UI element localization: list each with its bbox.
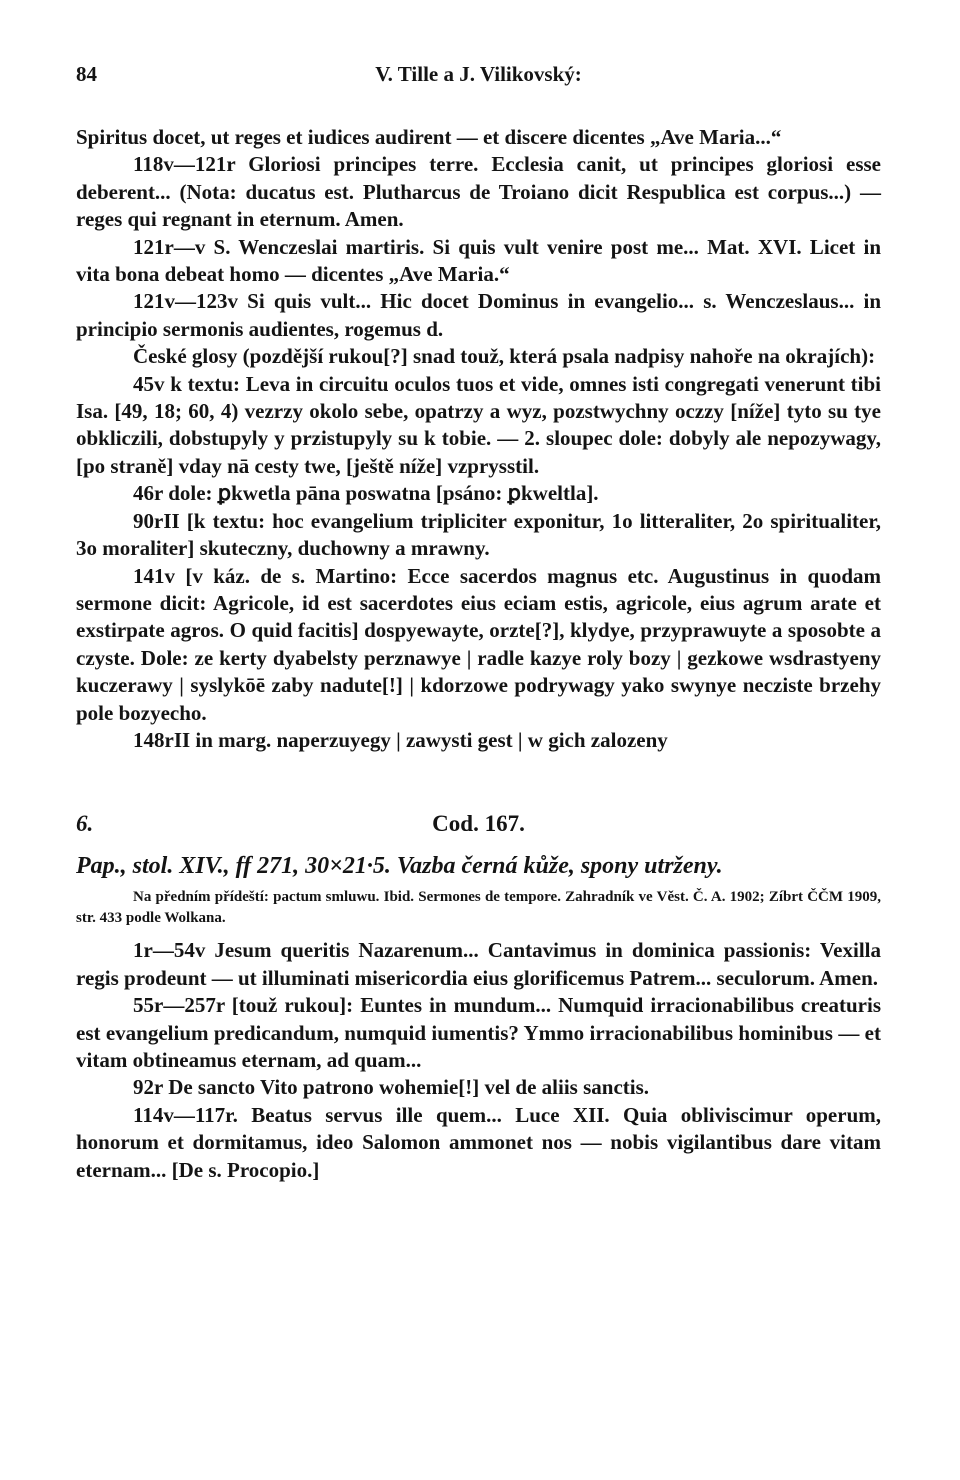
body-text-top (76, 124, 881, 754)
paragraph: 90rII [k textu: hoc evangelium tripliciter exponitur, 1o litteraliter, 2o spiritualiter, 3o moraliter] skuteczny, duchowny a mrawny. (76, 508, 881, 561)
paragraph: Spiritus docet, ut reges et iudices audirent — et discere dicentes „Ave Maria...“ (76, 125, 782, 149)
paragraph: 148rII in marg. naperzuyegy | zawysti gest | w gich zalozeny (133, 727, 668, 752)
running-title: V. Tille a J. Vilikovský: (375, 62, 582, 86)
body-text-bottom (76, 937, 881, 1184)
paragraph: 121v—123v Si quis vult... Hic docet Dominus in evangelio... s. Wenczeslaus... in principio sermonis audientes, rogemus d. (76, 289, 881, 341)
section-number: 6. (76, 811, 94, 837)
paragraph: 55r—257r [touž rukou]: Euntes in mundum... Numquid irracionabilibus creaturis est evangelium predicandum, numquid iumentis? Ymmo irracionabilibus hominibus — et vitam obtineamus eternam, ad quam... (76, 993, 881, 1072)
paragraph: 114v—117r. Beatus servus ille quem... Luce XII. Quia obliviscimur operum, honorum et dormitamus, ideo Salomon ammonet nos — nobis vigilantibus dare vitam eternam... [De s. Procopio.] (76, 1102, 881, 1182)
paragraph: 141v [v káz. de s. Martino: Ecce sacerdos magnus etc. Augustinus in quodam sermone dicit: Agricole, id est sacerdotes eius eciam estis, agricole, eius agrum arate et exstirpate agros. O quid facitis] dospyewayte, orzte[?], klydye, przyprawuyte a sposobte a czyste. Dole: ze kerty dyabelsty perznawye | radle kazye roly bozy | gezkowe wsdrastyeny kuczerawy | syslykōē zaby nadute[!] | kdorzowe podrywagy yako swynye necziste brzehy pole bozyecho. (76, 563, 881, 725)
paragraph: 1r—54v Jesum queritis Nazarenum... Cantavimus in dominica passionis: Vexilla regis prodeunt — ut illuminati misericordia eius glorificemus Patrem... seculorum. Amen. (76, 938, 881, 990)
document-page (76, 62, 881, 1184)
paragraph: 45v k textu: Leva in circuitu oculos tuos et vide, omnes isti congregati venerunt tibi Isa. [49, 18; 60, 4) vezrzy okolo sebe, opatrzy a wyz, pozstwychny oczzy [níže] tyto su tye obkliczili, dobstupyly y przistupyly su k tobie. — 2. sloupec dole: dobyly ale nepozywagy, [po straně] vday nā cesty twe, [ještě níže] vzprysstil. (76, 371, 881, 478)
paragraph: 92r De sancto Vito patrono wohemie[!] vel de aliis sanctis. (133, 1075, 650, 1100)
paragraph: 121r—v S. Wenczeslai martiris. Si quis vult venire post me... Mat. XVI. Licet in vita bona debeat homo — dicentes „Ave Maria.“ (76, 234, 881, 287)
paragraph: 46r dole: ꝑkwetla pāna poswatna [psáno: ꝑkweltla]. (133, 481, 599, 506)
section-heading (76, 811, 881, 851)
codex-description: Pap., stol. XIV., ff 271, 30×21·5. Vazba černá kůže, spony utrženy. (76, 853, 723, 880)
bibliographic-note: Na předním přídeští: pactum smluwu. Ibid. Sermones de tempore. Zahradník ve Věst. Č. A. 1902; Zíbrt ČČM 1909, str. 433 podle Wolkana. (76, 889, 881, 927)
section-title: Cod. 167. (432, 811, 525, 837)
page-number: 84 (76, 62, 97, 86)
paragraph: České glosy (pozdější rukou[?] snad touž, která psala nadpisy nahoře na okrajích): (133, 344, 876, 369)
page-header (76, 62, 881, 102)
paragraph: 118v—121r Gloriosi principes terre. Ecclesia canit, ut principes gloriosi esse deberent... (Nota: ducatus est. Plutharcus de Troiano dicit Respublica est corpus...) — reges qui regnant in eternum. Amen. (76, 152, 881, 232)
